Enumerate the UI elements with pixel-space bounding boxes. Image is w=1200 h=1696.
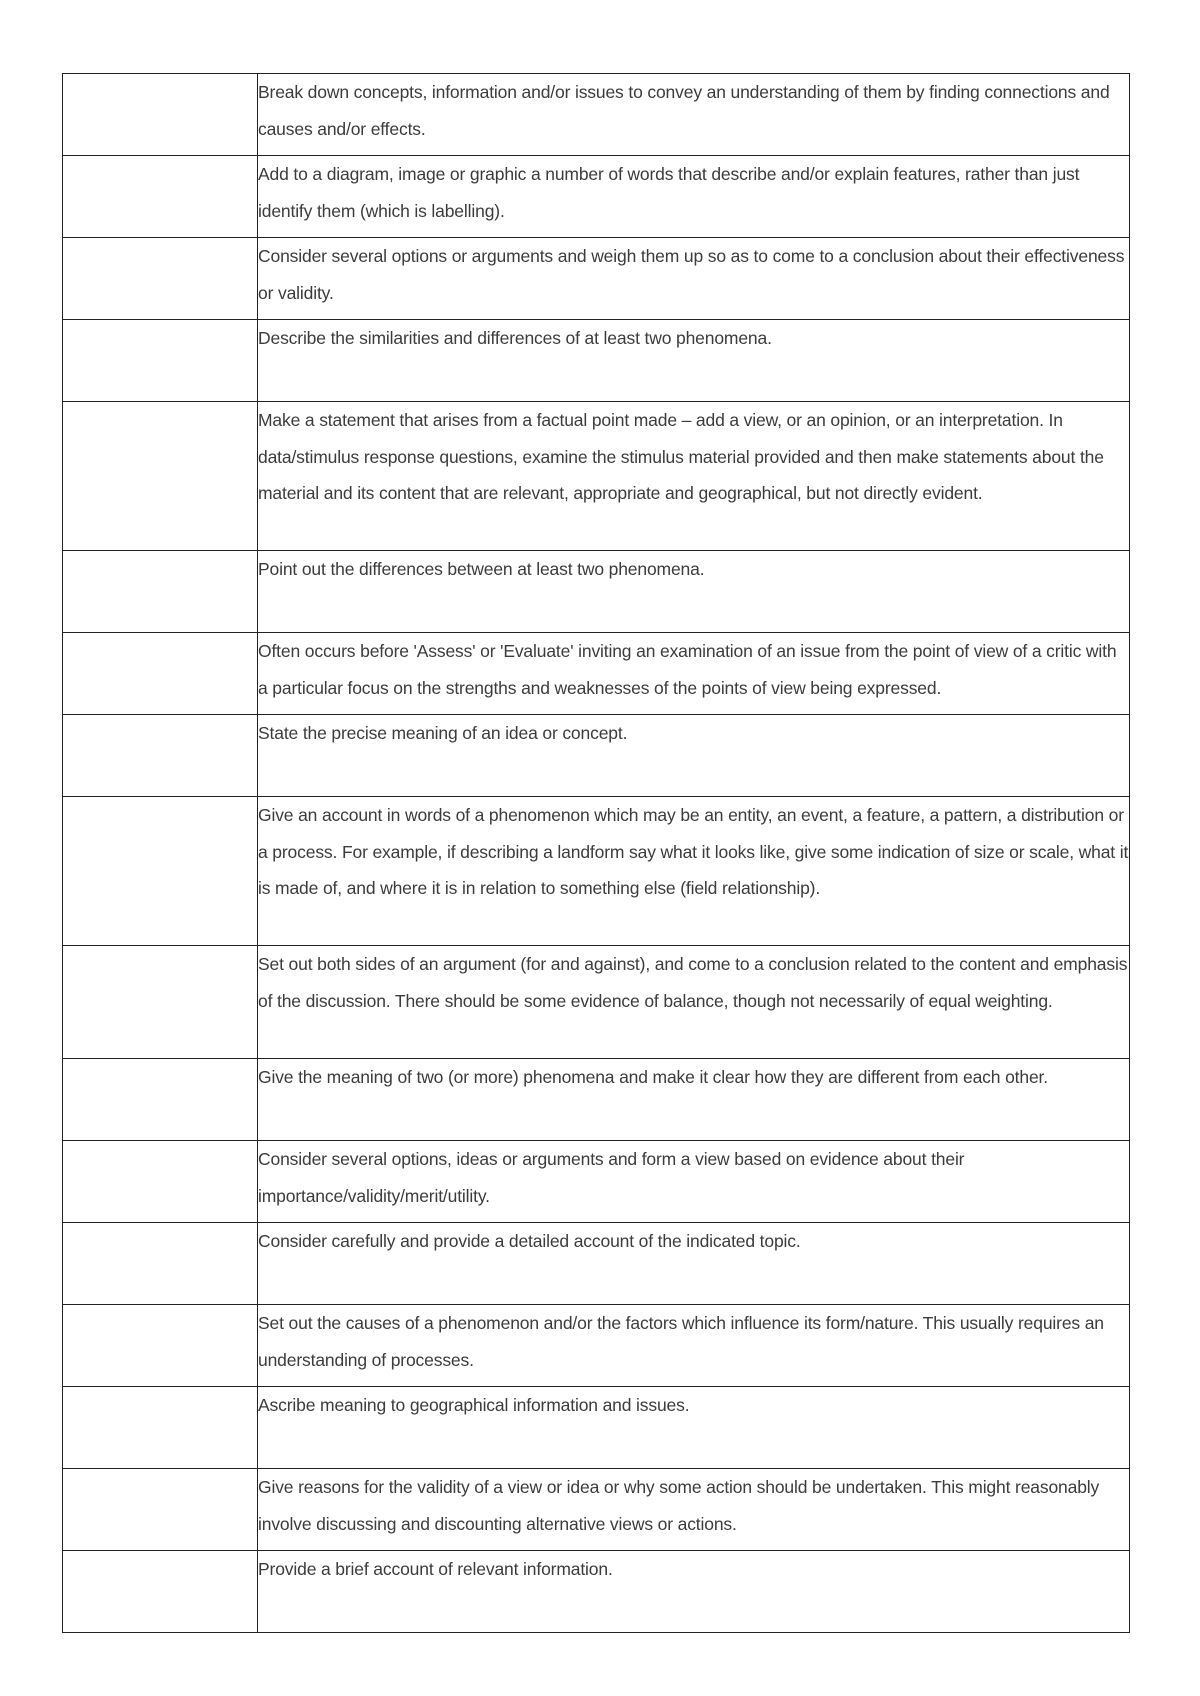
table-row <box>63 551 1130 633</box>
table-row <box>63 633 1130 715</box>
table-row <box>63 1387 1130 1469</box>
table-row <box>63 320 1130 402</box>
term-cell <box>63 1387 258 1469</box>
table-row <box>63 1551 1130 1633</box>
term-cell <box>63 402 258 551</box>
table-row <box>63 1141 1130 1223</box>
term-cell <box>63 156 258 238</box>
table-row <box>63 946 1130 1059</box>
term-cell <box>63 1059 258 1141</box>
definition-cell: Often occurs before 'Assess' or 'Evaluate' inviting an examination of an issue from the point of view of a critic with a particular focus on the strengths and weaknesses of the points of view being expressed. <box>258 633 1130 715</box>
term-cell <box>63 1305 258 1387</box>
table-row <box>63 74 1130 156</box>
table-row <box>63 1059 1130 1141</box>
term-cell <box>63 74 258 156</box>
table-row <box>63 1223 1130 1305</box>
table-row <box>63 715 1130 797</box>
term-cell <box>63 797 258 946</box>
definition-cell: Set out the causes of a phenomenon and/or the factors which influence its form/nature. This usually requires an understanding of processes. <box>258 1305 1130 1387</box>
table-row <box>63 156 1130 238</box>
table-row <box>63 238 1130 320</box>
definition-cell: Give reasons for the validity of a view or idea or why some action should be undertaken. This might reasonably involve discussing and discounting alternative views or actions. <box>258 1469 1130 1551</box>
term-cell <box>63 1223 258 1305</box>
term-cell <box>63 1141 258 1223</box>
term-cell <box>63 1551 258 1633</box>
definition-cell: Consider several options or arguments and weigh them up so as to come to a conclusion about their effectiveness or validity. <box>258 238 1130 320</box>
table-row <box>63 402 1130 551</box>
term-cell <box>63 320 258 402</box>
definition-cell: Point out the differences between at least two phenomena. <box>258 551 1130 633</box>
definition-cell: Break down concepts, information and/or issues to convey an understanding of them by finding connections and causes and/or effects. <box>258 74 1130 156</box>
term-cell <box>63 633 258 715</box>
definition-cell: Describe the similarities and differences of at least two phenomena. <box>258 320 1130 402</box>
definition-cell: Ascribe meaning to geographical information and issues. <box>258 1387 1130 1469</box>
term-cell <box>63 946 258 1059</box>
definition-cell: State the precise meaning of an idea or concept. <box>258 715 1130 797</box>
definition-cell: Consider carefully and provide a detailed account of the indicated topic. <box>258 1223 1130 1305</box>
definition-cell: Give an account in words of a phenomenon which may be an entity, an event, a feature, a pattern, a distribution or a process. For example, if describing a landform say what it looks like, give some indication of size or scale, what it is made of, and where it is in relation to something else (field relationship). <box>258 797 1130 946</box>
term-cell <box>63 1469 258 1551</box>
term-cell <box>63 238 258 320</box>
definition-cell: Give the meaning of two (or more) phenomena and make it clear how they are different from each other. <box>258 1059 1130 1141</box>
command-terms-table <box>62 73 1130 1633</box>
definition-cell: Make a statement that arises from a factual point made – add a view, or an opinion, or an interpretation. In data/stimulus response questions, examine the stimulus material provided and then make statements about the material and its content that are relevant, appropriate and geographical, but not directly evident. <box>258 402 1130 551</box>
table-row <box>63 797 1130 946</box>
definition-cell: Set out both sides of an argument (for and against), and come to a conclusion related to the content and emphasis of the discussion. There should be some evidence of balance, though not necessarily of equal weighting. <box>258 946 1130 1059</box>
table-row <box>63 1469 1130 1551</box>
term-cell <box>63 551 258 633</box>
term-cell <box>63 715 258 797</box>
table-row <box>63 1305 1130 1387</box>
definition-cell: Consider several options, ideas or arguments and form a view based on evidence about their importance/validity/merit/utility. <box>258 1141 1130 1223</box>
definition-cell: Add to a diagram, image or graphic a number of words that describe and/or explain features, rather than just identify them (which is labelling). <box>258 156 1130 238</box>
definition-cell: Provide a brief account of relevant information. <box>258 1551 1130 1633</box>
